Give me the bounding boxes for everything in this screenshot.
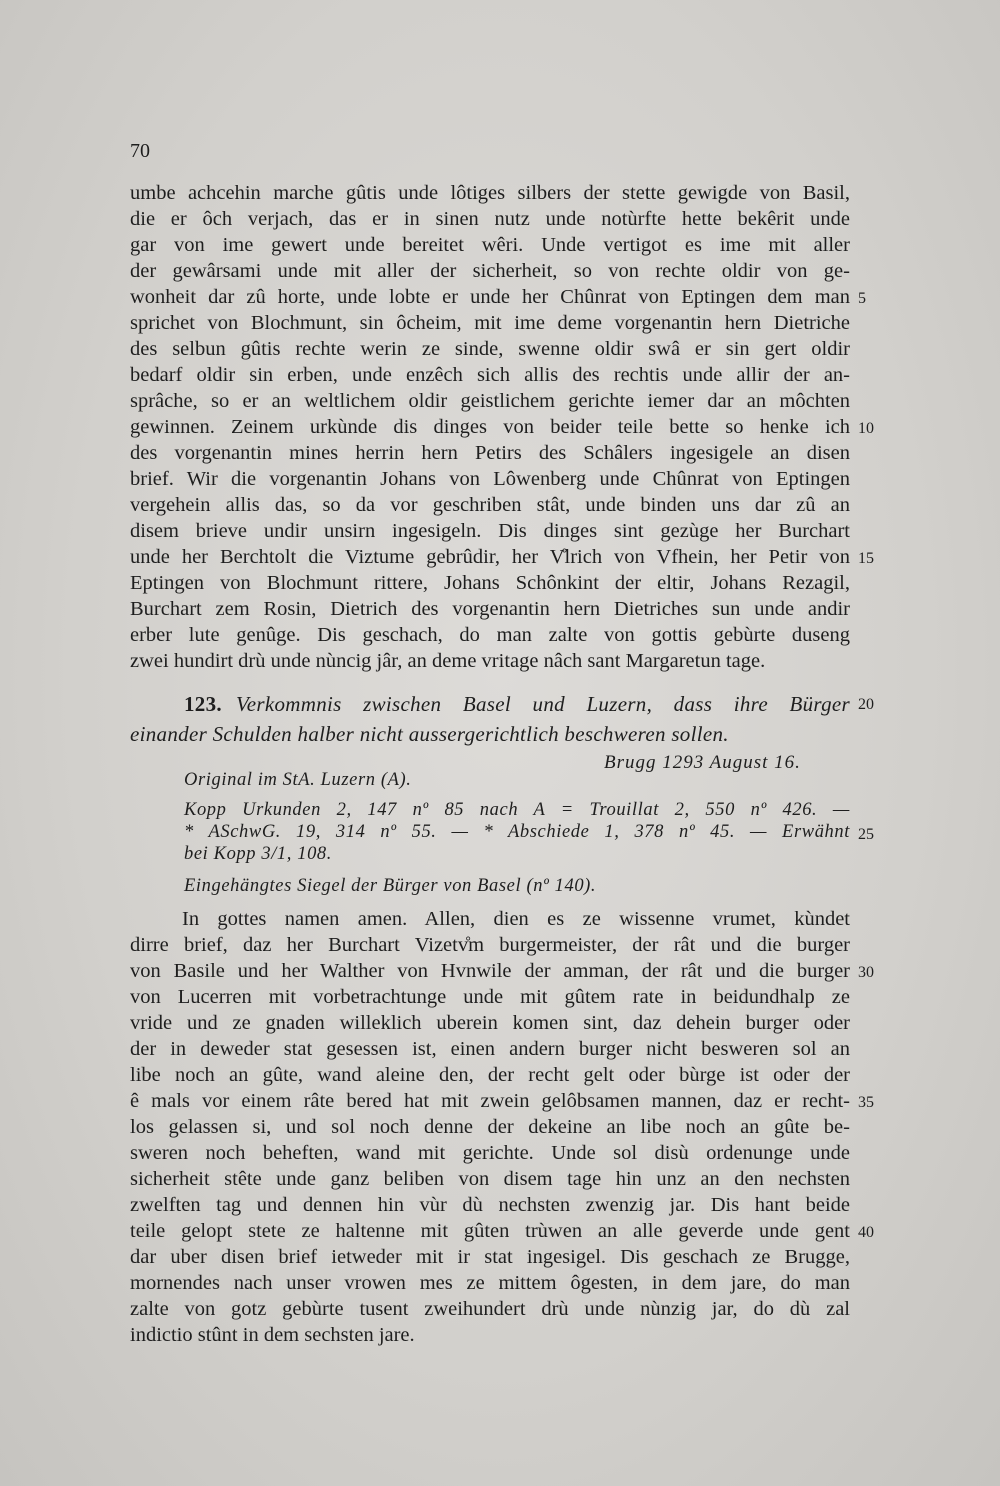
line-number: 10 (858, 420, 874, 437)
text-line: dar uber disen brief ietweder mit ir stat ingesigel. Dis geschach ze Brugge, (130, 1246, 850, 1268)
references-line: Kopp Urkunden 2, 147 nº 85 nach A = Trouillat 2, 550 nº 426. — (184, 800, 850, 820)
text-line: gar von ime gewert unde bereitet wêri. Unde vertigot es ime mit aller (130, 234, 850, 256)
text-line: zwei hundirt drù unde nùncig jâr, an deme vritage nâch sant Margaretun tage. (130, 650, 766, 672)
text-line: indictio stûnt in dem sechsten jare. (130, 1324, 415, 1346)
text-line: von Lucerren mit vorbetrachtunge unde mit gûtem rate in beidundhalp ze (130, 986, 850, 1008)
seal-note: Eingehängtes Siegel der Bürger von Basel (nº 140). (184, 876, 597, 896)
text-line: disem brieve undir unsirn ingesigeln. Dis dinges sint gezùge her Burchart (130, 520, 850, 542)
references-line: * ASchwG. 19, 314 nº 55. — * Abschiede 1, 378 nº 45. — Erwähnt (184, 822, 850, 842)
text-line: sprâche, so er an weltlichem oldir geistlichem gerichte iemer dar an môchten (130, 390, 850, 412)
text-line: bedarf oldir sin erben, unde enzêch sich allis des rechtis unde allir der an- (130, 364, 850, 386)
text-line: Eptingen von Blochmunt rittere, Johans Schônkint der eltir, Johans Rezagil, (130, 572, 850, 594)
text-line: die er ôch verjach, das er in sinen nutz unde notùrfte hette bekêrit unde (130, 208, 850, 230)
text-line: teile gelopt stete ze haltenne mit gûten trùwen an alle geverde unde gent (130, 1220, 850, 1242)
document-date: Brugg 1293 August 16. (604, 752, 801, 773)
text-line: sweren noch beheften, wand mit gerichte. Unde sol disù ordenunge unde (130, 1142, 850, 1164)
text-line: wonheit dar zû horte, unde lobte er unde her Chûnrat von Eptingen dem man (130, 286, 850, 308)
text-line: der gewârsami unde mit aller der sicherheit, so von rechte oldir von ge- (130, 260, 850, 282)
line-number: 40 (858, 1224, 874, 1241)
document-title-line-1: Verkommnis zwischen Basel und Luzern, dass ihre Bürger (235, 692, 850, 716)
original-note: Original im StA. Luzern (A). (184, 770, 412, 790)
text-line: los gelassen si, und sol noch denne der dekeine an libe noch an gûte be- (130, 1116, 850, 1138)
text-line: des vorgenantin mines herrin hern Petirs des Schâlers ingesigele an disen (130, 442, 850, 464)
document-title-line-2: einander Schulden halber nicht aussergerichtlich beschweren sollen. (130, 722, 729, 746)
text-line: des selbun gûtis rechte werin ze sinde, swenne oldir swâ er sin gert oldir (130, 338, 850, 360)
text-line: Burchart zem Rosin, Dietrich des vorgenantin hern Dietriches sun unde andir (130, 598, 850, 620)
document-number: 123. (184, 692, 222, 716)
text-line: In gottes namen amen. Allen, dien es ze wissenne vrumet, kùndet (182, 908, 850, 930)
line-number: 15 (858, 550, 874, 567)
references-line: bei Kopp 3/1, 108. (184, 844, 333, 864)
text-line: der in deweder stat gesessen ist, einen andern burger nicht besweren sol an (130, 1038, 850, 1060)
text-line: erber lute genûge. Dis geschach, do man zalte von gottis gebùrte duseng (130, 624, 850, 646)
line-number: 25 (858, 826, 874, 843)
page-number: 70 (130, 140, 150, 162)
text-line: sprichet von Blochmunt, sin ôcheim, mit ime deme vorgenantin hern Dietriche (130, 312, 850, 334)
text-line: sicherheit stête unde ganz beliben von disem tage hin unz an den nechsten (130, 1168, 850, 1190)
text-line: gewinnen. Zeinem urkùnde dis dinges von beider teile bette so henke ich (130, 416, 850, 438)
text-line: zalte von gotz gebùrte tusent zweihundert drù unde nùnzig jar, do dù zal (130, 1298, 850, 1320)
text-line: mornendes nach unser vrowen mes ze mittem ôgesten, in dem jare, do man (130, 1272, 850, 1294)
text-line: unde her Berchtolt die Viztume gebrûdir, her V̊lrich von Vfhein, her Petir von (130, 546, 850, 568)
line-number: 30 (858, 964, 874, 981)
line-number: 20 (858, 696, 874, 713)
text-line: libe noch an gûte, wand aleine den, der recht gelt oder bùrge ist oder der (130, 1064, 850, 1086)
text-line: zwelften tag und dennen hin vùr dù nechsten zwenzig jar. Dis hant beide (130, 1194, 850, 1216)
document-heading (130, 690, 850, 718)
line-number: 35 (858, 1094, 874, 1111)
text-line: ê mals vor einem râte bered hat mit zwein gelôbsamen mannen, daz er recht- (130, 1090, 850, 1112)
text-line: umbe achcehin marche gûtis unde lôtiges silbers der stette gewigde von Basil, (130, 182, 850, 204)
text-line: vergehein allis das, so da vor geschriben stât, unde binden uns dar zû an (130, 494, 850, 516)
text-line: von Basile und her Walther von Hvnwile der amman, der rât und die burger (130, 960, 850, 982)
line-number: 5 (858, 290, 866, 307)
text-line: brief. Wir die vorgenantin Johans von Lôwenberg unde Chûnrat von Eptingen (130, 468, 850, 490)
text-line: vride und ze gnaden willeklich uberein komen sint, daz dehein burger oder (130, 1012, 850, 1034)
text-line: dirre brief, daz her Burchart Vizetv̊m burgermeister, der rât und die burger (130, 934, 850, 956)
